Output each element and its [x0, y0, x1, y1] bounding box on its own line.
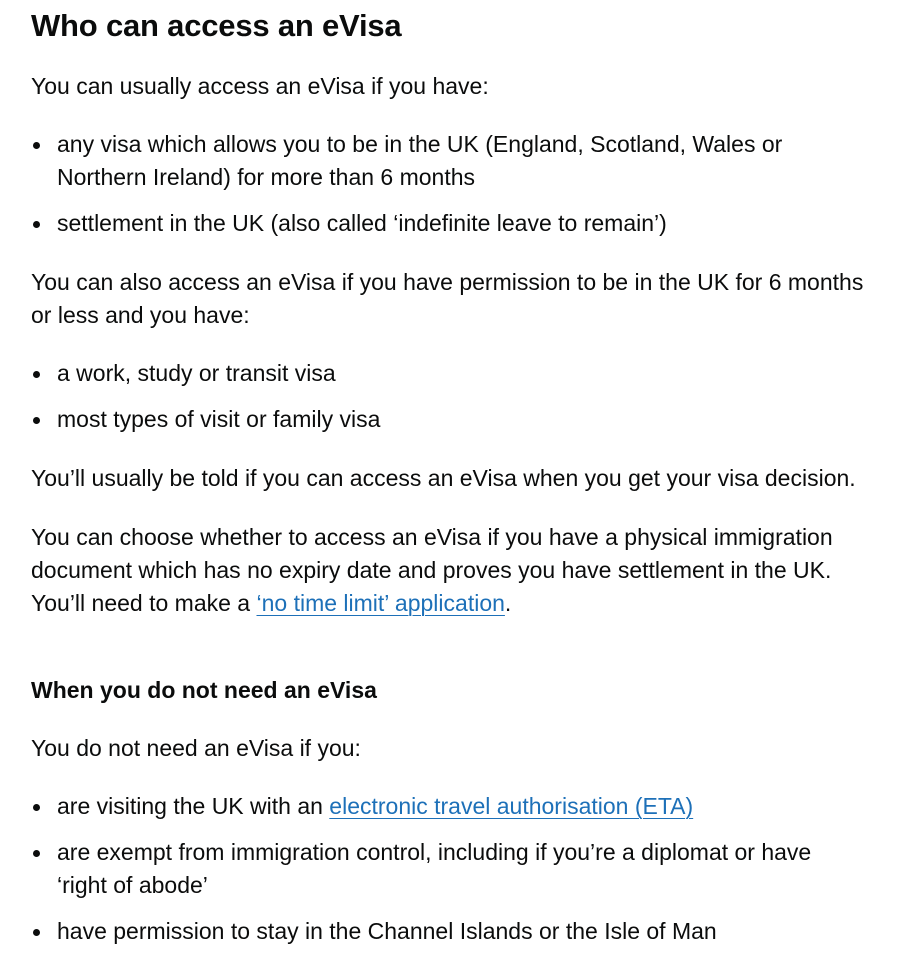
- list-item: settlement in the UK (also called ‘indefinite leave to remain’): [57, 207, 870, 240]
- eta-link[interactable]: electronic travel authorisation (ETA): [329, 793, 694, 819]
- choose-text-end: .: [504, 590, 512, 616]
- choose-paragraph: [31, 521, 870, 620]
- section-heading: Who can access an eVisa: [31, 8, 402, 43]
- not-needed-intro: You do not need an eVisa if you:: [31, 735, 361, 761]
- subsection-heading: When you do not need an eVisa: [31, 677, 377, 703]
- short-stay-paragraph: You can also access an eVisa if you have permission to be in the UK for 6 months or less and you have:: [31, 269, 864, 328]
- short-stay-list: [31, 357, 870, 436]
- decision-paragraph: You’ll usually be told if you can access an eVisa when you get your visa decision.: [31, 465, 856, 491]
- intro-paragraph: You can usually access an eVisa if you have:: [31, 73, 489, 99]
- not-needed-list: [31, 790, 870, 948]
- list-item: are exempt from immigration control, including if you’re a diplomat or have ‘right of abode’: [57, 836, 870, 902]
- list-item: any visa which allows you to be in the UK (England, Scotland, Wales or Northern Ireland) for more than 6 months: [57, 128, 870, 194]
- list-item: most types of visit or family visa: [57, 403, 870, 436]
- eligibility-list: [31, 128, 870, 240]
- eta-text: are visiting the UK with an: [57, 793, 330, 819]
- no-time-limit-link[interactable]: ‘no time limit’ application: [256, 590, 505, 616]
- list-item: have permission to stay in the Channel Islands or the Isle of Man: [57, 915, 870, 948]
- choose-text: You can choose whether to access an eVisa if you have a physical immigration document which has no expiry date and proves you have settlement in the UK. You’ll need to make a: [31, 524, 833, 616]
- list-item: a work, study or transit visa: [57, 357, 870, 390]
- list-item: [57, 790, 870, 823]
